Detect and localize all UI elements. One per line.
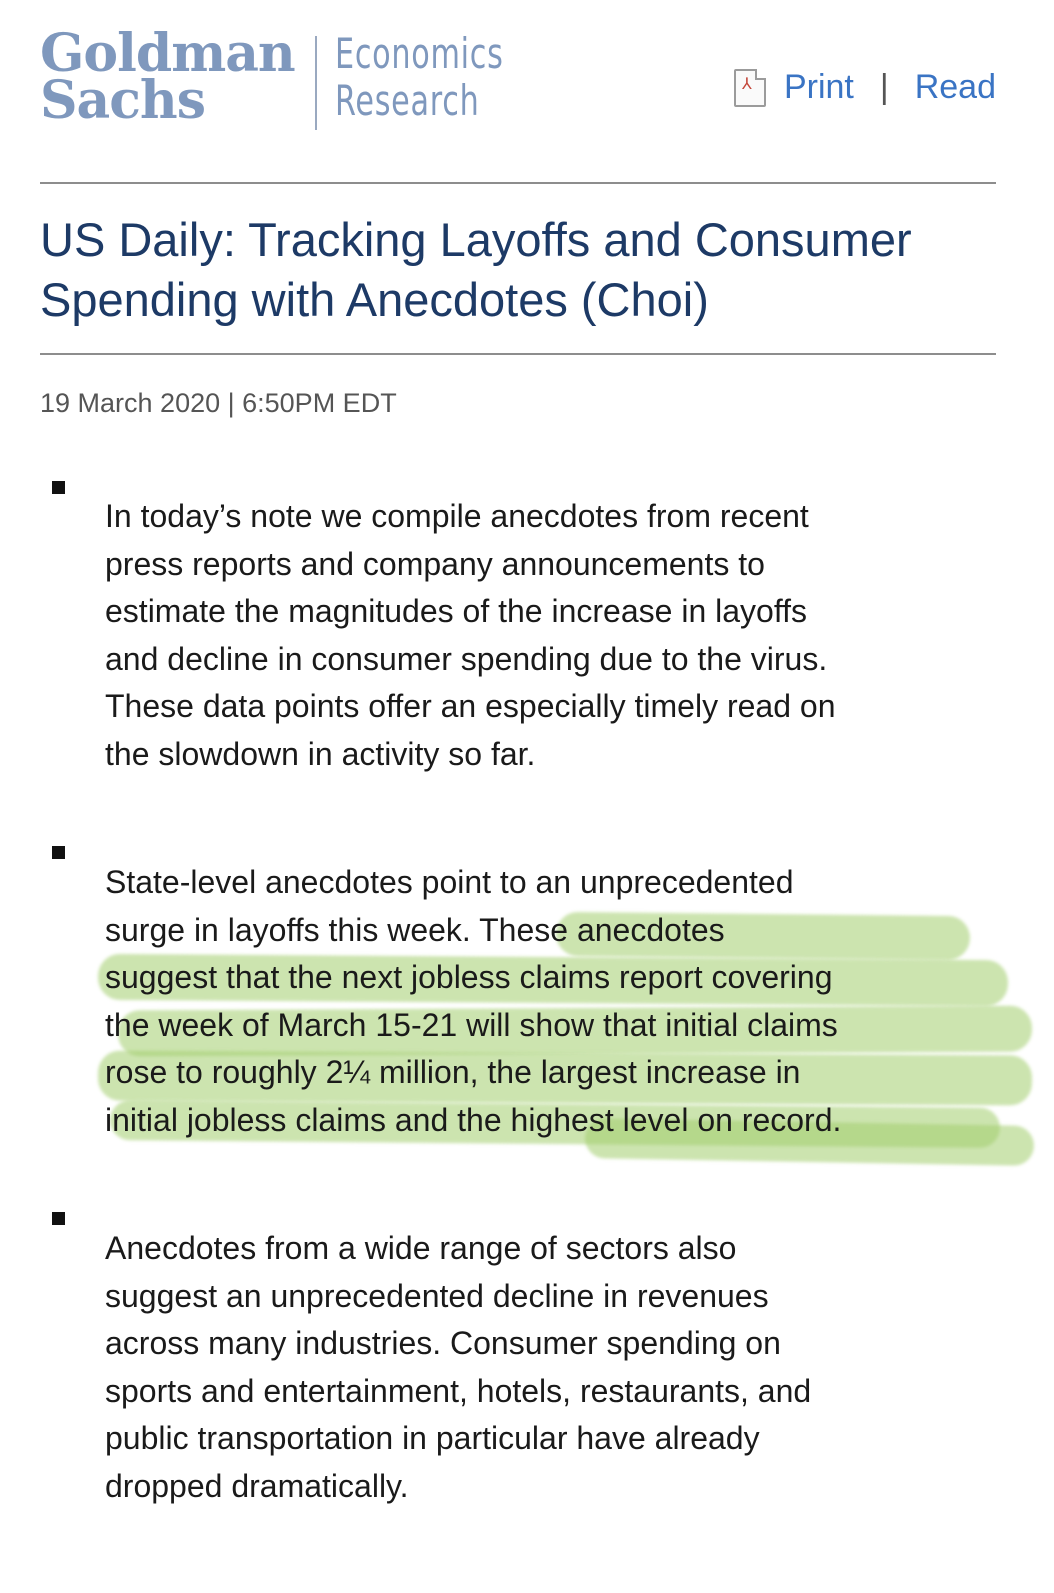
text-line: In today’s note we compile anecdotes from recent	[105, 498, 809, 534]
division-name	[335, 30, 504, 124]
text-line: suggest an unprecedented decline in revenues	[105, 1277, 769, 1314]
logo-line-2: Sachs	[40, 70, 205, 131]
logo-wordmark	[40, 23, 295, 131]
text-line: initial jobless claims and the highest level on record.	[105, 1101, 842, 1138]
bullet-paragraph-1	[105, 493, 1005, 779]
division-line-1: Economics	[334, 29, 504, 78]
bullet-marker	[52, 846, 65, 859]
text-line: Anecdotes from a wide range of sectors also	[105, 1230, 737, 1266]
article-toolbar	[734, 68, 996, 107]
text-line: rose to roughly 2¼ million, the largest increase in	[105, 1054, 801, 1091]
goldman-sachs-logo	[40, 23, 569, 131]
bullet-paragraph-3	[105, 1225, 1005, 1511]
title-line-1: US Daily: Tracking Layoffs and Consumer	[40, 213, 912, 266]
header-divider	[40, 182, 996, 184]
text-line: sports and entertainment, hotels, restaurants, and	[105, 1372, 812, 1409]
division-line-2: Research	[334, 76, 480, 125]
title-divider	[40, 353, 996, 355]
bullet-marker	[52, 481, 65, 494]
bullet-marker	[52, 1212, 65, 1225]
text-line: dropped dramatically.	[105, 1467, 409, 1504]
print-link[interactable]: Print	[783, 68, 854, 106]
text-line: the week of March 15-21 will show that initial claims	[105, 1006, 838, 1043]
text-line: the slowdown in activity so far.	[105, 735, 536, 772]
text-line: estimate the magnitudes of the increase in layoffs	[105, 593, 808, 630]
pdf-file-icon[interactable]	[734, 69, 766, 107]
text-line: and decline in consumer spending due to the virus.	[105, 640, 828, 677]
title-line-2: Spending with Anecdotes (Choi)	[40, 273, 709, 326]
text-line: public transportation in particular have already	[105, 1420, 760, 1457]
article-title	[40, 210, 1020, 330]
logo-line-1: Goldman	[40, 23, 295, 84]
text-line: suggest that the next jobless claims report covering	[105, 959, 833, 996]
text-line: surge in layoffs this week. These anecdotes	[105, 911, 725, 948]
read-link[interactable]: Read	[914, 68, 996, 106]
logo-divider	[315, 36, 317, 130]
text-line: across many industries. Consumer spending on	[105, 1325, 781, 1362]
text-line: State-level anecdotes point to an unprecedented	[105, 864, 794, 900]
text-line: These data points offer an especially timely read on	[105, 688, 836, 725]
text-line: press reports and company announcements to	[105, 545, 765, 582]
toolbar-separator: |	[879, 68, 889, 106]
bullet-paragraph-2	[105, 859, 1005, 1145]
publish-dateline: 19 March 2020 | 6:50PM EDT	[40, 388, 397, 418]
